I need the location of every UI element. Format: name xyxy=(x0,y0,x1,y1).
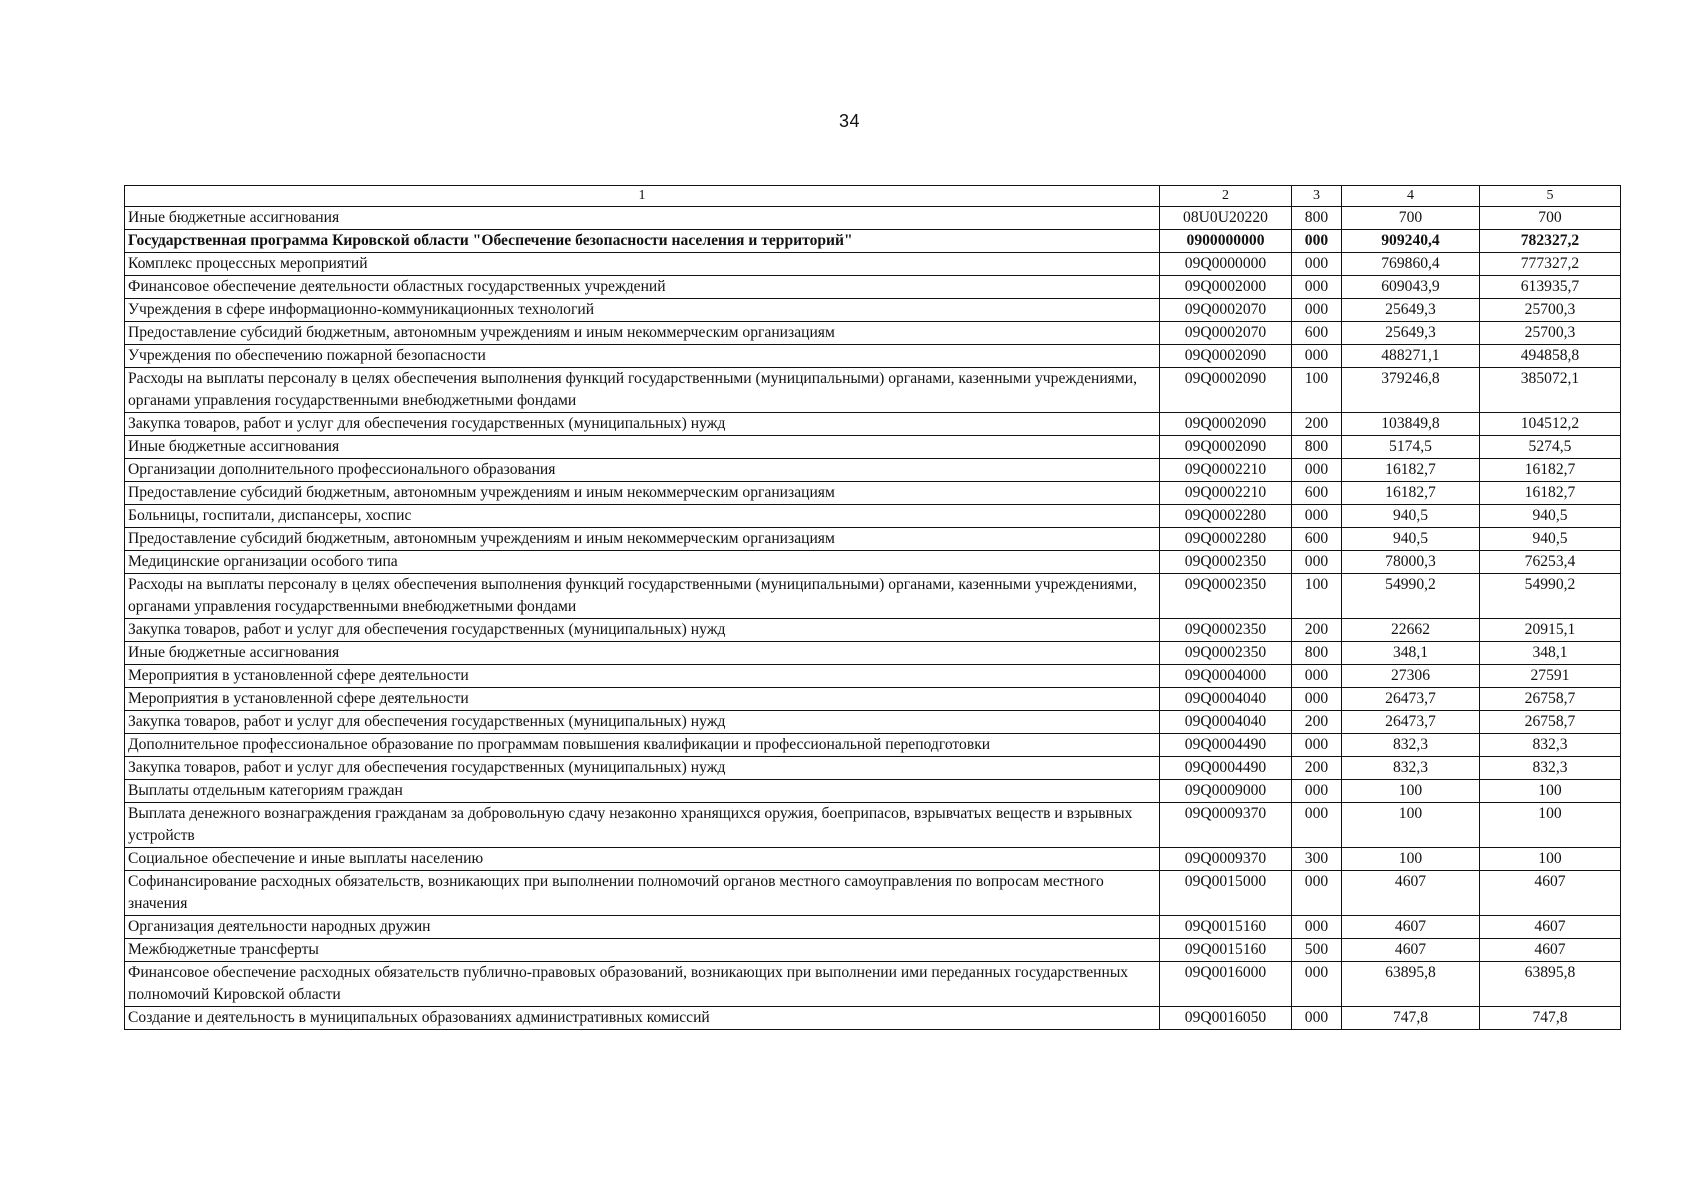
row-name-cell: Иные бюджетные ассигнования xyxy=(125,207,1160,230)
row-amount-2-cell: 494858,8 xyxy=(1480,345,1621,368)
row-kind-cell: 000 xyxy=(1292,871,1342,916)
row-kind-cell: 200 xyxy=(1292,619,1342,642)
row-code-cell: 09Q0004490 xyxy=(1160,734,1292,757)
row-amount-1-cell: 25649,3 xyxy=(1342,299,1480,322)
row-code-cell: 09Q0002090 xyxy=(1160,436,1292,459)
table-row xyxy=(125,939,1621,962)
row-kind-cell: 000 xyxy=(1292,299,1342,322)
table-row xyxy=(125,803,1621,848)
row-amount-2-cell: 385072,1 xyxy=(1480,368,1621,413)
row-code-cell: 09Q0009370 xyxy=(1160,803,1292,848)
row-kind-cell: 600 xyxy=(1292,322,1342,345)
table-row xyxy=(125,574,1621,619)
row-kind-cell: 500 xyxy=(1292,939,1342,962)
row-amount-2-cell: 16182,7 xyxy=(1480,482,1621,505)
row-kind-cell: 200 xyxy=(1292,757,1342,780)
row-kind-cell: 300 xyxy=(1292,848,1342,871)
page-number: 34 xyxy=(838,111,861,131)
row-kind-cell: 000 xyxy=(1292,803,1342,848)
row-kind-cell: 800 xyxy=(1292,436,1342,459)
table-row xyxy=(125,368,1621,413)
row-amount-1-cell: 940,5 xyxy=(1342,528,1480,551)
row-amount-2-cell: 747,8 xyxy=(1480,1007,1621,1030)
row-amount-1-cell: 63895,8 xyxy=(1342,962,1480,1007)
row-name-cell: Медицинские организации особого типа xyxy=(125,551,1160,574)
table-row xyxy=(125,413,1621,436)
header-cell-4: 4 xyxy=(1342,186,1480,207)
row-code-cell: 09Q0015160 xyxy=(1160,939,1292,962)
row-name-cell: Организация деятельности народных дружин xyxy=(125,916,1160,939)
row-amount-2-cell: 26758,7 xyxy=(1480,711,1621,734)
table-row xyxy=(125,871,1621,916)
row-amount-2-cell: 940,5 xyxy=(1480,505,1621,528)
row-name-cell: Предоставление субсидий бюджетным, автономным учреждениям и иным некоммерческим организациям xyxy=(125,322,1160,345)
row-amount-2-cell: 4607 xyxy=(1480,939,1621,962)
row-code-cell: 09Q0002090 xyxy=(1160,368,1292,413)
row-kind-cell: 200 xyxy=(1292,413,1342,436)
row-amount-1-cell: 488271,1 xyxy=(1342,345,1480,368)
table-row xyxy=(125,711,1621,734)
row-kind-cell: 000 xyxy=(1292,551,1342,574)
row-amount-2-cell: 100 xyxy=(1480,803,1621,848)
row-amount-2-cell: 26758,7 xyxy=(1480,688,1621,711)
row-kind-cell: 600 xyxy=(1292,528,1342,551)
row-amount-1-cell: 103849,8 xyxy=(1342,413,1480,436)
row-amount-1-cell: 78000,3 xyxy=(1342,551,1480,574)
row-kind-cell: 000 xyxy=(1292,962,1342,1007)
row-amount-1-cell: 5174,5 xyxy=(1342,436,1480,459)
table-row xyxy=(125,734,1621,757)
row-kind-cell: 000 xyxy=(1292,276,1342,299)
row-name-cell: Закупка товаров, работ и услуг для обеспечения государственных (муниципальных) нужд xyxy=(125,711,1160,734)
row-code-cell: 09Q0004000 xyxy=(1160,665,1292,688)
row-amount-2-cell: 700 xyxy=(1480,207,1621,230)
row-name-cell: Выплаты отдельным категориям граждан xyxy=(125,780,1160,803)
row-amount-1-cell: 22662 xyxy=(1342,619,1480,642)
header-cell-1: 1 xyxy=(125,186,1160,207)
row-code-cell: 09Q0002350 xyxy=(1160,574,1292,619)
table-row xyxy=(125,253,1621,276)
table-row xyxy=(125,962,1621,1007)
row-amount-1-cell: 832,3 xyxy=(1342,757,1480,780)
row-code-cell: 09Q0002350 xyxy=(1160,619,1292,642)
row-name-cell: Расходы на выплаты персоналу в целях обеспечения выполнения функций государственными (муниципальными) органами, казенными учреждениями, органами управления государственными внебюджетными фондами xyxy=(125,368,1160,413)
row-kind-cell: 000 xyxy=(1292,230,1342,253)
row-amount-1-cell: 909240,4 xyxy=(1342,230,1480,253)
row-amount-2-cell: 25700,3 xyxy=(1480,299,1621,322)
table-row xyxy=(125,505,1621,528)
row-name-cell: Учреждения в сфере информационно-коммуникационных технологий xyxy=(125,299,1160,322)
row-name-cell: Государственная программа Кировской области "Обеспечение безопасности населения и территорий" xyxy=(125,230,1160,253)
row-amount-2-cell: 100 xyxy=(1480,848,1621,871)
row-kind-cell: 000 xyxy=(1292,253,1342,276)
row-code-cell: 09Q0002000 xyxy=(1160,276,1292,299)
row-amount-1-cell: 700 xyxy=(1342,207,1480,230)
row-name-cell: Закупка товаров, работ и услуг для обеспечения государственных (муниципальных) нужд xyxy=(125,413,1160,436)
row-amount-2-cell: 20915,1 xyxy=(1480,619,1621,642)
row-name-cell: Мероприятия в установленной сфере деятельности xyxy=(125,665,1160,688)
row-name-cell: Межбюджетные трансферты xyxy=(125,939,1160,962)
row-name-cell: Создание и деятельность в муниципальных образованиях административных комиссий xyxy=(125,1007,1160,1030)
table-row xyxy=(125,459,1621,482)
table-row xyxy=(125,1007,1621,1030)
row-amount-2-cell: 5274,5 xyxy=(1480,436,1621,459)
table-row xyxy=(125,230,1621,253)
table-row xyxy=(125,688,1621,711)
row-name-cell: Расходы на выплаты персоналу в целях обеспечения выполнения функций государственными (муниципальными) органами, казенными учреждениями, органами управления государственными внебюджетными фондами xyxy=(125,574,1160,619)
row-amount-2-cell: 832,3 xyxy=(1480,734,1621,757)
header-cell-3: 3 xyxy=(1292,186,1342,207)
row-amount-1-cell: 26473,7 xyxy=(1342,688,1480,711)
table-row xyxy=(125,299,1621,322)
row-code-cell: 09Q0002280 xyxy=(1160,505,1292,528)
row-code-cell: 09Q0004490 xyxy=(1160,757,1292,780)
row-name-cell: Больницы, госпитали, диспансеры, хоспис xyxy=(125,505,1160,528)
row-code-cell: 09Q0016050 xyxy=(1160,1007,1292,1030)
row-name-cell: Учреждения по обеспечению пожарной безопасности xyxy=(125,345,1160,368)
row-amount-1-cell: 27306 xyxy=(1342,665,1480,688)
row-amount-1-cell: 4607 xyxy=(1342,916,1480,939)
table-row xyxy=(125,436,1621,459)
row-amount-1-cell: 4607 xyxy=(1342,939,1480,962)
header-cell-2: 2 xyxy=(1160,186,1292,207)
table-row xyxy=(125,345,1621,368)
budget-table-container xyxy=(124,185,1620,1030)
row-kind-cell: 000 xyxy=(1292,688,1342,711)
row-name-cell: Дополнительное профессиональное образование по программам повышения квалификации и профессиональной переподготовки xyxy=(125,734,1160,757)
row-kind-cell: 200 xyxy=(1292,711,1342,734)
table-row xyxy=(125,619,1621,642)
row-name-cell: Предоставление субсидий бюджетным, автономным учреждениям и иным некоммерческим организациям xyxy=(125,528,1160,551)
row-code-cell: 09Q0009370 xyxy=(1160,848,1292,871)
row-amount-2-cell: 832,3 xyxy=(1480,757,1621,780)
row-code-cell: 09Q0015160 xyxy=(1160,916,1292,939)
row-amount-2-cell: 25700,3 xyxy=(1480,322,1621,345)
row-kind-cell: 000 xyxy=(1292,734,1342,757)
table-row xyxy=(125,322,1621,345)
table-row xyxy=(125,276,1621,299)
row-code-cell: 09Q0002350 xyxy=(1160,551,1292,574)
row-kind-cell: 000 xyxy=(1292,345,1342,368)
row-amount-1-cell: 16182,7 xyxy=(1342,459,1480,482)
row-amount-1-cell: 379246,8 xyxy=(1342,368,1480,413)
row-amount-1-cell: 100 xyxy=(1342,780,1480,803)
row-amount-2-cell: 16182,7 xyxy=(1480,459,1621,482)
row-kind-cell: 000 xyxy=(1292,665,1342,688)
row-name-cell: Социальное обеспечение и иные выплаты населению xyxy=(125,848,1160,871)
table-row xyxy=(125,551,1621,574)
row-name-cell: Софинансирование расходных обязательств, возникающих при выполнении полномочий органов местного самоуправления по вопросам местного значения xyxy=(125,871,1160,916)
row-amount-1-cell: 25649,3 xyxy=(1342,322,1480,345)
row-amount-1-cell: 747,8 xyxy=(1342,1007,1480,1030)
row-kind-cell: 100 xyxy=(1292,574,1342,619)
row-amount-1-cell: 26473,7 xyxy=(1342,711,1480,734)
row-amount-1-cell: 100 xyxy=(1342,803,1480,848)
row-name-cell: Выплата денежного вознаграждения гражданам за добровольную сдачу незаконно хранящихся оружия, боеприпасов, взрывчатых веществ и взрывных устройств xyxy=(125,803,1160,848)
row-code-cell: 09Q0002090 xyxy=(1160,345,1292,368)
row-amount-1-cell: 348,1 xyxy=(1342,642,1480,665)
table-row xyxy=(125,848,1621,871)
row-amount-2-cell: 4607 xyxy=(1480,871,1621,916)
row-amount-2-cell: 348,1 xyxy=(1480,642,1621,665)
table-header-row xyxy=(125,186,1621,207)
row-code-cell: 09Q0002350 xyxy=(1160,642,1292,665)
row-kind-cell: 000 xyxy=(1292,505,1342,528)
row-amount-1-cell: 16182,7 xyxy=(1342,482,1480,505)
row-kind-cell: 000 xyxy=(1292,916,1342,939)
row-name-cell: Закупка товаров, работ и услуг для обеспечения государственных (муниципальных) нужд xyxy=(125,757,1160,780)
table-row xyxy=(125,916,1621,939)
row-amount-2-cell: 63895,8 xyxy=(1480,962,1621,1007)
row-amount-2-cell: 940,5 xyxy=(1480,528,1621,551)
row-amount-1-cell: 769860,4 xyxy=(1342,253,1480,276)
row-kind-cell: 000 xyxy=(1292,780,1342,803)
row-kind-cell: 000 xyxy=(1292,1007,1342,1030)
budget-table xyxy=(124,185,1621,1030)
row-code-cell: 09Q0002280 xyxy=(1160,528,1292,551)
row-code-cell: 09Q0004040 xyxy=(1160,688,1292,711)
row-amount-2-cell: 76253,4 xyxy=(1480,551,1621,574)
table-row xyxy=(125,665,1621,688)
row-amount-2-cell: 782327,2 xyxy=(1480,230,1621,253)
row-name-cell: Комплекс процессных мероприятий xyxy=(125,253,1160,276)
row-amount-2-cell: 777327,2 xyxy=(1480,253,1621,276)
table-row xyxy=(125,757,1621,780)
row-code-cell: 09Q0002210 xyxy=(1160,482,1292,505)
row-name-cell: Мероприятия в установленной сфере деятельности xyxy=(125,688,1160,711)
row-code-cell: 08U0U20220 xyxy=(1160,207,1292,230)
row-amount-1-cell: 4607 xyxy=(1342,871,1480,916)
row-amount-2-cell: 100 xyxy=(1480,780,1621,803)
table-row xyxy=(125,780,1621,803)
row-name-cell: Предоставление субсидий бюджетным, автономным учреждениям и иным некоммерческим организациям xyxy=(125,482,1160,505)
row-kind-cell: 800 xyxy=(1292,642,1342,665)
row-name-cell: Финансовое обеспечение деятельности областных государственных учреждений xyxy=(125,276,1160,299)
row-amount-2-cell: 613935,7 xyxy=(1480,276,1621,299)
row-code-cell: 09Q0002090 xyxy=(1160,413,1292,436)
table-row xyxy=(125,642,1621,665)
row-kind-cell: 000 xyxy=(1292,459,1342,482)
row-amount-1-cell: 940,5 xyxy=(1342,505,1480,528)
row-code-cell: 0900000000 xyxy=(1160,230,1292,253)
row-code-cell: 09Q0009000 xyxy=(1160,780,1292,803)
row-amount-2-cell: 104512,2 xyxy=(1480,413,1621,436)
table-row xyxy=(125,207,1621,230)
row-kind-cell: 800 xyxy=(1292,207,1342,230)
row-name-cell: Иные бюджетные ассигнования xyxy=(125,436,1160,459)
row-amount-2-cell: 4607 xyxy=(1480,916,1621,939)
row-code-cell: 09Q0004040 xyxy=(1160,711,1292,734)
row-amount-1-cell: 100 xyxy=(1342,848,1480,871)
row-kind-cell: 600 xyxy=(1292,482,1342,505)
row-code-cell: 09Q0016000 xyxy=(1160,962,1292,1007)
row-name-cell: Финансовое обеспечение расходных обязательств публично-правовых образований, возникающих при выполнении ими переданных государственных полномочий Кировской области xyxy=(125,962,1160,1007)
table-row xyxy=(125,528,1621,551)
row-amount-1-cell: 609043,9 xyxy=(1342,276,1480,299)
row-code-cell: 09Q0002070 xyxy=(1160,322,1292,345)
row-code-cell: 09Q0002070 xyxy=(1160,299,1292,322)
row-code-cell: 09Q0000000 xyxy=(1160,253,1292,276)
row-amount-1-cell: 54990,2 xyxy=(1342,574,1480,619)
table-row xyxy=(125,482,1621,505)
row-code-cell: 09Q0002210 xyxy=(1160,459,1292,482)
row-amount-2-cell: 54990,2 xyxy=(1480,574,1621,619)
row-name-cell: Организации дополнительного профессионального образования xyxy=(125,459,1160,482)
row-name-cell: Иные бюджетные ассигнования xyxy=(125,642,1160,665)
row-amount-2-cell: 27591 xyxy=(1480,665,1621,688)
row-kind-cell: 100 xyxy=(1292,368,1342,413)
row-code-cell: 09Q0015000 xyxy=(1160,871,1292,916)
header-cell-5: 5 xyxy=(1480,186,1621,207)
row-name-cell: Закупка товаров, работ и услуг для обеспечения государственных (муниципальных) нужд xyxy=(125,619,1160,642)
row-amount-1-cell: 832,3 xyxy=(1342,734,1480,757)
